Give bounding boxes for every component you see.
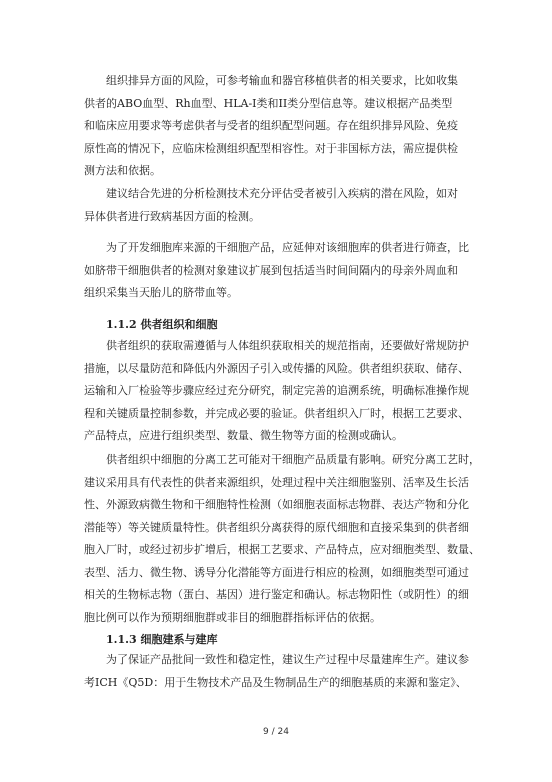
section-heading: 1.1.2 供者组织和细胞: [106, 318, 218, 331]
text-line: 测方法和依据。: [84, 164, 161, 177]
paragraph-disease-risk: [84, 183, 476, 228]
text-line: 潜能等）等关键质量特性。供者组织分离获得的原代细胞和直接采集到的供者细: [84, 520, 469, 534]
text-line: 建议结合先进的分析检测技术充分评估受者被引入疾病的潜在风险，如对: [106, 187, 458, 200]
text-line: 产品特点，应进行组织类型、数量、微生物等方面的检测或确认。: [84, 429, 403, 442]
paragraph-tissue-acquisition: [84, 335, 476, 448]
text-line: 供者的ABO血型、Rh血型、HLA-I类和II类分型信息等。建议根据产品类型: [84, 96, 453, 110]
text-line: 相关的生物标志物（蛋白、基因）进行鉴定和确认。标志物阳性（或阴性）的细: [84, 588, 469, 601]
text-line: 如脐带干细胞供者的检测对象建议扩展到包括适当时间间隔内的母亲外周血和: [84, 263, 458, 277]
text-line: 异体供者进行致病基因方面的检测。: [84, 209, 260, 223]
paragraph-cell-bank-screening: [84, 237, 476, 305]
text-line: 措施，以尽量防范和降低内外源因子引入或传播的风险。供者组织获取、储存、: [84, 361, 469, 375]
section-heading: 1.1.3 细胞建系与建库: [106, 633, 218, 646]
text-line: 程和关键质量控制参数，并完成必要的验证。供者组织入厂时，根据工艺要求、: [84, 406, 469, 420]
text-line: 为了开发细胞库来源的干细胞产品，应延伸对该细胞库的供者进行筛查，比: [106, 241, 469, 254]
text-line: 组织排异方面的风险，可参考输血和器官移植供者的相关要求，比如收集: [106, 74, 458, 87]
text-line: 胞比例可以作为预期细胞群或非目的细胞群指标评估的依据。: [84, 610, 381, 624]
text-line: 建议采用具有代表性的供者来源组织，处理过程中关注细胞鉴别、活率及生长活: [84, 475, 469, 489]
page-number: 9 / 24: [263, 727, 289, 737]
text-line: 运输和入厂检验等步骤应经过充分研究，制定完善的追溯系统，明确标准操作规: [84, 384, 469, 397]
text-line: 表型、活力、微生物、诱导分化潜能等方面进行相应的检测，如细胞类型可通过: [84, 565, 469, 579]
text-line: 供者组织的获取需遵循与人体组织获取相关的规范指南，还要做好常规防护: [106, 339, 469, 352]
text-line: 为了保证产品批间一致性和稳定性，建议生产过程中尽量建库生产。建议参: [106, 653, 469, 666]
text-line: 供者组织中细胞的分离工艺可能对干细胞产品质量有影响。研究分离工艺时，: [106, 453, 480, 466]
text-line: 组织采集当天胎儿的脐带血等。: [84, 286, 238, 299]
text-line: 考ICH《Q5D：用于生物技术产品及生物制品生产的细胞基质的来源和鉴定》、: [84, 675, 467, 689]
paragraph-cell-banking: [84, 649, 476, 694]
text-line: 胞入厂时，或经过初步扩增后，根据工艺要求、产品特点，应对细胞类型、数量、: [84, 543, 480, 556]
text-line: 和临床应用要求等考虑供者与受者的组织配型问题。存在组织排异风险、免疫: [84, 119, 458, 132]
text-line: 原性高的情况下，应临床检测组织配型相容性。对于非国标方法，需应提供检: [84, 141, 458, 155]
text-line: 性、外源致病微生物和干细胞特性检测（如细胞表面标志物群、表达产物和分化: [84, 498, 469, 511]
paragraph-separation-process: [84, 449, 480, 629]
paragraph-donor-matching: [84, 70, 476, 183]
